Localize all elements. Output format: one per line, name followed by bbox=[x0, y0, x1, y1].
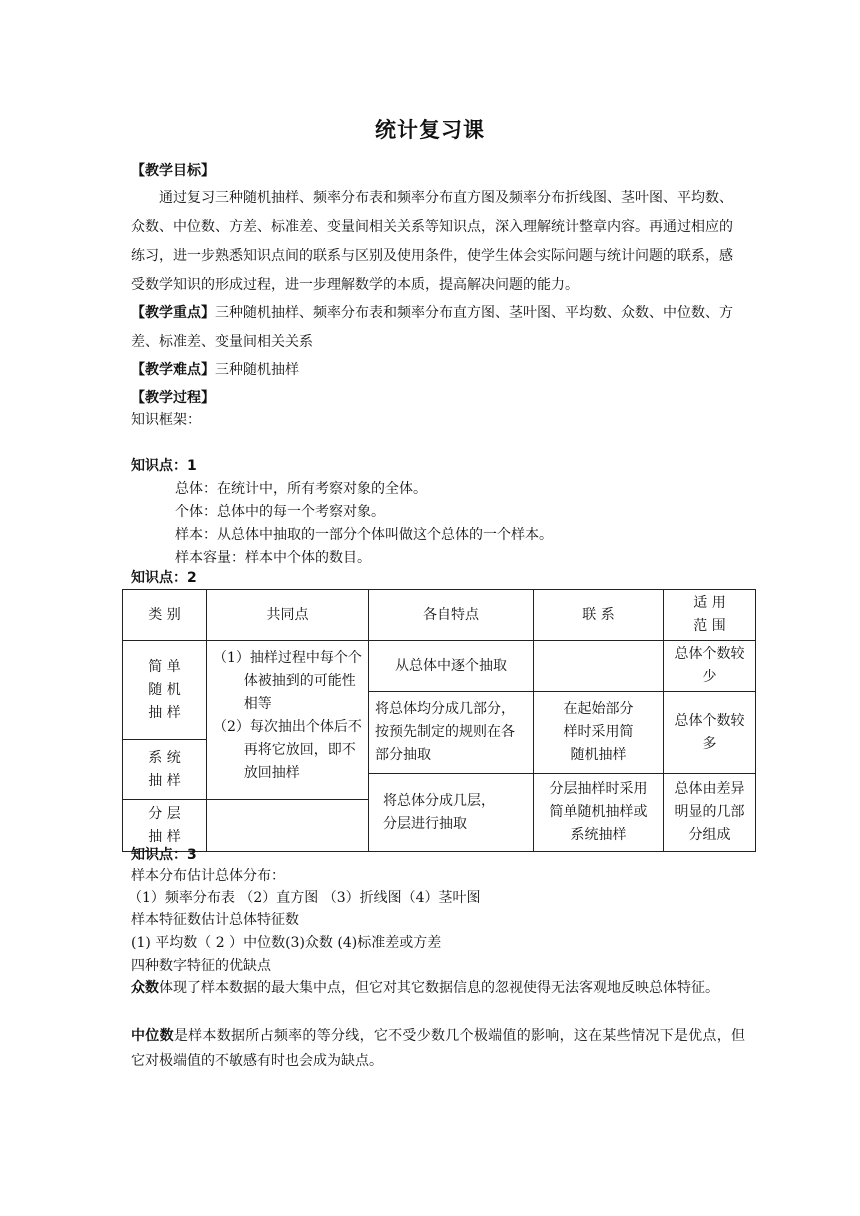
kp3-heading: 知识点：3 bbox=[131, 847, 197, 863]
systematic-sampling-name: 系 统 抽 样 bbox=[123, 740, 207, 800]
kp3-line: 样本分布估计总体分布： bbox=[131, 868, 285, 884]
kp3-line: 四种数字特征的优缺点 bbox=[131, 958, 271, 974]
key-points-text: 三种随机抽样、频率分布表和频率分布直方图、茎叶图、平均数、众数、中位数、方差、标准差、变量间相关关系 bbox=[131, 305, 733, 350]
median-text: 是样本数据所占频率的等分线，它不受少数几个极端值的影响，这在某些情况下是优点，但它对极端值的不敏感有时也会成为缺点。 bbox=[131, 1028, 745, 1069]
stratified-scope: 总体由差异 明显的几部 分组成 bbox=[664, 774, 756, 852]
objective-heading: 【教学目标】 bbox=[131, 163, 215, 179]
table-header-row bbox=[123, 590, 756, 641]
difficulty-text: 三种随机抽样 bbox=[215, 362, 299, 378]
systematic-feature: 将总体均分成几部分，按预先制定的规则在各部分抽取 bbox=[369, 692, 534, 774]
kp1-heading: 知识点：1 bbox=[131, 458, 197, 474]
process-heading: 【教学过程】 bbox=[131, 390, 215, 406]
header-common: 共同点 bbox=[207, 590, 369, 641]
header-category: 类 别 bbox=[123, 590, 207, 641]
simple-sampling-name: 简 单 随 机 抽 样 bbox=[123, 641, 207, 740]
difficulty-heading: 【教学难点】 bbox=[131, 362, 215, 378]
header-relation: 联 系 bbox=[534, 590, 664, 641]
kp3-line: 样本特征数估计总体特征数 bbox=[131, 912, 299, 928]
stratified-feature: 将总体分成几层， 分层进行抽取 bbox=[369, 774, 534, 852]
kp1-item: 样本：从总体中抽取的一部分个体叫做这个总体的一个样本。 bbox=[175, 527, 553, 543]
stratified-relation: 分层抽样时采用 简单随机抽样或 系统抽样 bbox=[534, 774, 664, 852]
mode-text: 体现了样本数据的最大集中点，但它对其它数据信息的忽视使得无法客观地反映总体特征。 bbox=[159, 980, 719, 996]
difficulty-line bbox=[131, 360, 299, 381]
header-scope: 适 用 范 围 bbox=[664, 590, 756, 641]
common-points-continued bbox=[207, 800, 369, 852]
framework-label: 知识框架： bbox=[131, 412, 201, 428]
mode-term: 众数 bbox=[131, 980, 159, 996]
sampling-table bbox=[122, 589, 756, 852]
kp1-item: 总体：在统计中，所有考察对象的全体。 bbox=[175, 481, 427, 497]
systematic-scope: 总体个数较多 bbox=[664, 692, 756, 774]
stratified-sampling-name: 分 层 抽 样 bbox=[123, 800, 207, 852]
simple-relation bbox=[534, 641, 664, 692]
key-points-heading: 【教学重点】 bbox=[131, 305, 215, 321]
key-points-paragraph bbox=[131, 299, 733, 357]
simple-feature: 从总体中逐个抽取 bbox=[369, 641, 534, 692]
median-term: 中位数 bbox=[131, 1028, 174, 1044]
systematic-relation: 在起始部分 样时采用简 随机抽样 bbox=[534, 692, 664, 774]
common-points: （1）抽样过程中每个个体被抽到的可能性相等 （2）每次抽出个体后不再将它放回，即不放回抽样 bbox=[207, 641, 369, 800]
median-paragraph bbox=[131, 1024, 745, 1074]
objective-text: 通过复习三种随机抽样、频率分布表和频率分布直方图及频率分布折线图、茎叶图、平均数、众数、中位数、方差、标准差、变量间相关关系等知识点，深入理解统计整章内容。再通过相应的练习，进一步熟悉知识点间的联系与区别及使用条件，使学生体会实际问题与统计问题的联系，感受数学知识的形成过程，进一步理解数学的本质，提高解决问题的能力。 bbox=[131, 190, 733, 293]
kp2-heading: 知识点：2 bbox=[131, 570, 197, 586]
kp1-item: 样本容量：样本中个体的数目。 bbox=[175, 550, 371, 566]
simple-scope: 总体个数较少 bbox=[664, 641, 756, 692]
mode-paragraph bbox=[131, 976, 745, 1001]
header-features: 各自特点 bbox=[369, 590, 534, 641]
kp3-line: （1）频率分布表 （2）直方图 （3）折线图（4）茎叶图 bbox=[128, 890, 481, 906]
kp3-line: (1) 平均数（ 2 ）中位数(3)众数 (4)标准差或方差 bbox=[131, 935, 442, 951]
table-row bbox=[123, 641, 756, 692]
kp1-item: 个体：总体中的每一个考察对象。 bbox=[175, 504, 385, 520]
page-title: 统计复习课 bbox=[375, 118, 485, 142]
